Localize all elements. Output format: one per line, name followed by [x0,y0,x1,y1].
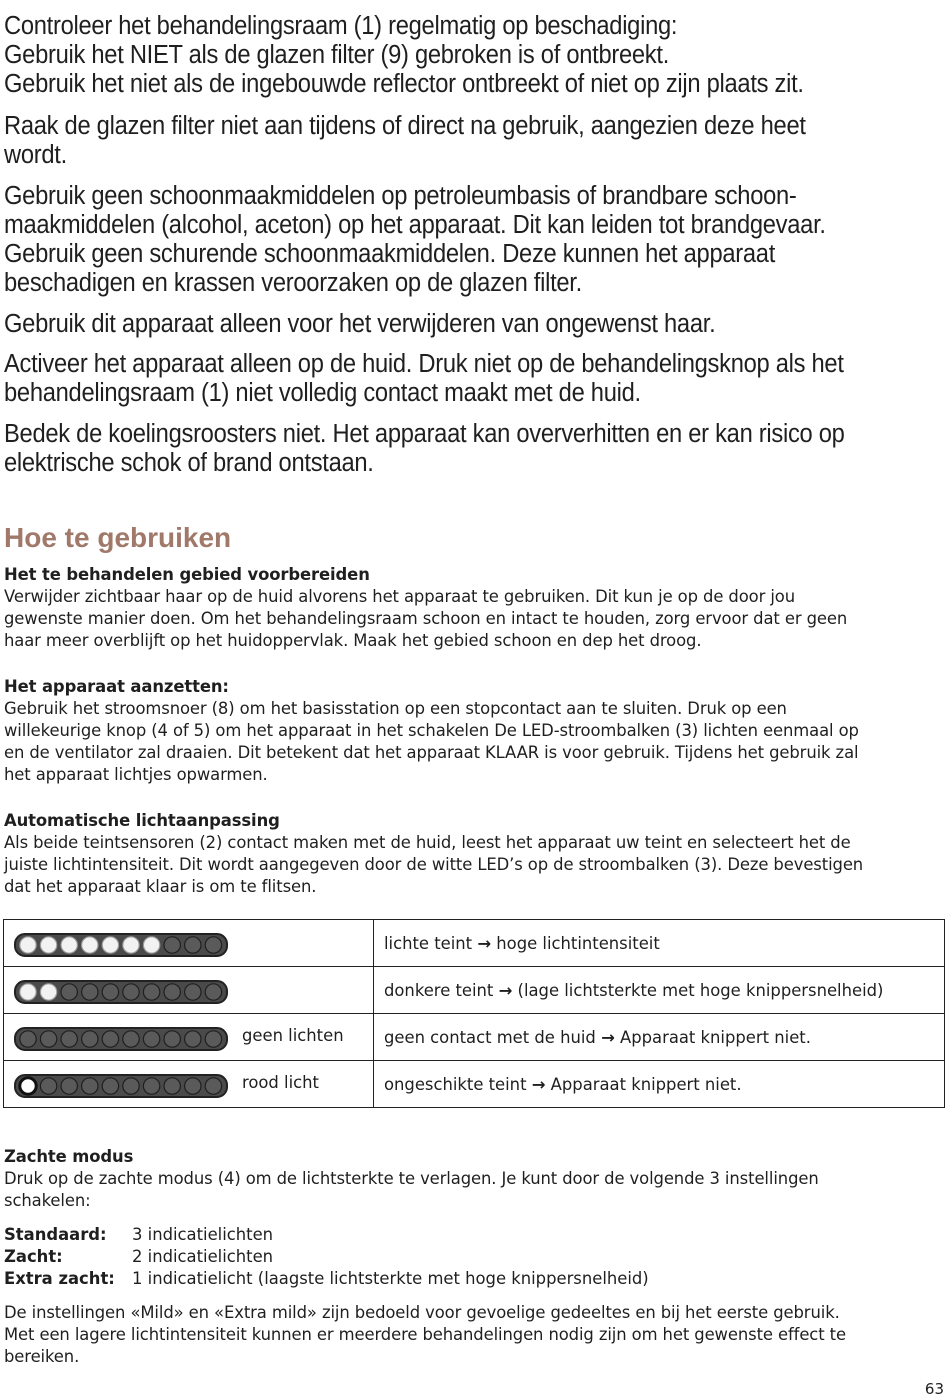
led-bar [14,933,228,957]
list-item: Standaard: 3 indicatielichten [4,1225,274,1244]
section-soft-mode: Zachte modus Druk op de zachte modus (4) om de lichtsterkte te verlagen. Je kunt door de volgende 3 instellingen schakelen: [4,1146,944,1212]
led-off [102,984,118,1000]
led-off [123,1031,139,1047]
side-label: geen lichten [242,1026,344,1045]
table-row: geen lichten geen contact met de huid → Apparaat knippert niet. [4,1014,945,1061]
led-lit [82,937,98,953]
led-off [40,1078,56,1094]
led-off [143,1078,159,1094]
warning-paragraph: Raak de glazen filter niet aan tijdens of direct na gebruik, aangezien deze heet wordt. [4,112,806,169]
led-bar [14,980,228,1004]
arrow-right-icon: → [601,1027,615,1047]
led-off [61,1078,77,1094]
section-heading: Hoe te gebruiken [4,522,232,553]
led-lit [20,937,36,953]
led-bar-graphic [16,1076,226,1096]
led-lit [143,937,159,953]
warning-paragraph: Controleer het behandelingsraam (1) regelmatig op beschadiging: Gebruik het NIET als de glazen filter (9) gebroken is of ontbreekt. Gebruik het niet als de ingebouwde reflector ontbreekt of niet op zijn plaats zit. [4,12,804,98]
led-off [185,984,201,1000]
led-off [20,1031,36,1047]
led-lit [20,984,36,1000]
led-bar [14,1074,228,1098]
warning-paragraph: Gebruik dit apparaat alleen voor het verwijderen van ongewenst haar. [4,310,716,338]
led-bar [14,1027,228,1051]
soft-mode-note: De instellingen «Mild» en «Extra mild» zijn bedoeld voor gevoelige gedeeltes en bij het eerste gebruik. Met een lagere lichtintensiteit kunnen er meerdere behandelingen nodig zijn om het gewenste effect te bereiken. [4,1303,846,1366]
led-off [185,937,201,953]
table-row: lichte teint → hoge lichtintensiteit [4,920,945,967]
led-bar-graphic [16,1029,226,1049]
led-off [82,1031,98,1047]
led-off [82,984,98,1000]
led-off [205,1078,221,1094]
led-lit [20,1078,36,1094]
section-auto-light: Automatische lichtaanpassing Als beide teintsensoren (2) contact maken met de huid, leest het apparaat uw teint en selecteert het de juiste lichtintensiteit. Dit wordt aangegeven door de witte LED’s op de stroombalken (3). Deze bevestigen dat het apparaat klaar is om te flitsen. [4,810,944,898]
led-off [61,984,77,1000]
led-off [143,1031,159,1047]
arrow-right-icon: → [477,933,492,953]
led-off [185,1078,201,1094]
warning-paragraph: Gebruik geen schoonmaakmiddelen op petroleumbasis of brandbare schoon- maakmiddelen (alcohol, aceton) op het apparaat. Dit kan leiden tot brandgevaar. Gebruik geen schurende schoonmaakmiddelen. Deze kunnen het apparaat beschadigen en krassen veroorzaken op de glazen filter. [4,182,826,297]
led-off [164,984,180,1000]
side-label: rood licht [242,1073,319,1092]
table-row: rood licht ongeschikte teint → Apparaat knippert niet. [4,1061,945,1108]
led-off [205,984,221,1000]
led-off [102,1078,118,1094]
table-row: donkere teint → (lage lichtsterkte met hoge knippersnelheid) [4,967,945,1014]
page-number: 63 [924,1380,944,1398]
led-lit [40,984,56,1000]
warning-paragraph: Bedek de koelingsroosters niet. Het apparaat kan oververhitten en er kan risico op elektrische schok of brand ontstaan. [4,420,845,477]
led-bar-graphic [16,935,226,955]
led-off [185,1031,201,1047]
led-off [40,1031,56,1047]
led-lit [61,937,77,953]
led-off [164,1078,180,1094]
led-off [123,984,139,1000]
led-off [123,1078,139,1094]
list-item: Extra zacht: 1 indicatielicht (laagste lichtsterkte met hoge knippersnelheid) [4,1269,649,1288]
subsection-title: Het apparaat aanzetten: [4,677,229,696]
led-off [143,984,159,1000]
mode-settings-list [4,1224,649,1290]
led-off [164,1031,180,1047]
led-off [205,1031,221,1047]
subsection-title: Het te behandelen gebied voorbereiden [4,565,370,584]
section-switch-on: Het apparaat aanzetten: Gebruik het stroomsnoer (8) om het basisstation op een stopcontact aan te sluiten. Druk op een willekeurige knop (4 of 5) om het apparaat in het schakelen De LED-stroombalken (3) lichten eenmaal op en de ventilator zal draaien. Dit betekent dat het apparaat KLAAR is voor gebruik. Tijdens het gebruik zal het apparaat lichtjes opwarmen. [4,676,944,786]
led-bar-graphic [16,982,226,1002]
led-lit [102,937,118,953]
led-off [164,937,180,953]
led-off [205,937,221,953]
led-off [82,1078,98,1094]
led-off [102,1031,118,1047]
subsection-title: Zachte modus [4,1147,134,1166]
arrow-right-icon: → [531,1074,546,1094]
led-indicator-table [3,919,945,1108]
led-lit [123,937,139,953]
subsection-title: Automatische lichtaanpassing [4,811,280,830]
list-item: Zacht: 2 indicatielichten [4,1247,274,1266]
warning-paragraph: Activeer het apparaat alleen op de huid. Druk niet op de behandelingsknop als het behandelingsraam (1) niet volledig contact maakt met de huid. [4,350,844,407]
led-lit [40,937,56,953]
led-off [61,1031,77,1047]
arrow-right-icon: → [498,980,513,1000]
section-prepare: Het te behandelen gebied voorbereiden Verwijder zichtbaar haar op de huid alvorens het apparaat te gebruiken. Dit kun je op de door jou gewenste manier doen. Om het behandelingsraam schoon en intact te houden, zorg ervoor dat er geen haar meer overblijft op het huidoppervlak. Maak het gebied schoon en dep het droog. [4,564,944,652]
